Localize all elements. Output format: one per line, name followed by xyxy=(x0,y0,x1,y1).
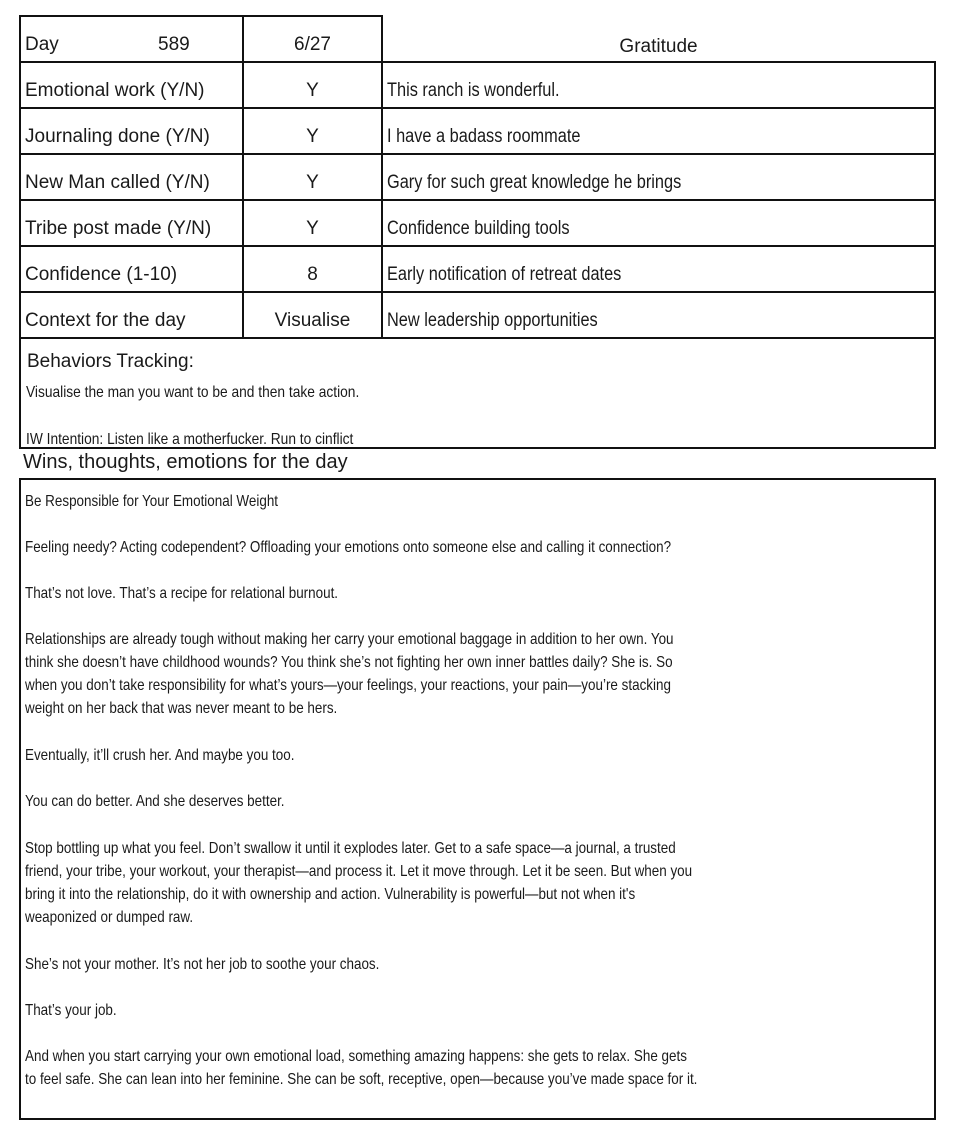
row-value: Y xyxy=(306,218,319,239)
wins-line: Eventually, it’ll crush her. And maybe you too. xyxy=(25,747,295,764)
gratitude-cell[interactable] xyxy=(381,107,936,155)
wins-line: weight on her back that was never meant to be hers. xyxy=(25,700,338,717)
wins-line: to feel safe. She can lean into her feminine. She can be soft, receptive, open—because you’ve made space for it. xyxy=(25,1071,698,1088)
gratitude-header: Gratitude xyxy=(619,36,698,57)
row-label: New Man called (Y/N) xyxy=(25,172,210,193)
row-label: Journaling done (Y/N) xyxy=(25,126,210,147)
row-value: Visualise xyxy=(274,310,351,331)
row-label-cell xyxy=(19,291,244,339)
gratitude-text: Gary for such great knowledge he brings xyxy=(387,172,682,193)
row-value-cell[interactable] xyxy=(242,291,383,339)
wins-line: bring it into the relationship, do it with ownership and action. Vulnerability is powerful—but not when it's xyxy=(25,886,636,903)
wins-line: She’s not your mother. It’s not her job to soothe your chaos. xyxy=(25,956,380,973)
date-cell xyxy=(242,15,383,63)
row-value-cell[interactable] xyxy=(242,199,383,247)
gratitude-text: This ranch is wonderful. xyxy=(387,80,560,101)
day-label: Day xyxy=(25,34,59,55)
day-label-cell xyxy=(19,15,244,63)
wins-line: Relationships are already tough without making her carry your emotional baggage in addition to her own. You xyxy=(25,631,674,648)
row-label-cell xyxy=(19,245,244,293)
wins-line: You can do better. And she deserves better. xyxy=(25,793,285,810)
wins-line: weaponized or dumped raw. xyxy=(25,909,194,926)
row-label: Context for the day xyxy=(25,310,186,331)
wins-paragraph-title: Be Responsible for Your Emotional Weight xyxy=(25,493,279,510)
wins-line: when you don’t take responsibility for what’s yours—your feelings, your reactions, your pain—you’re stacking xyxy=(25,677,671,694)
gratitude-cell[interactable] xyxy=(381,199,936,247)
row-value: Y xyxy=(306,172,319,193)
gratitude-header-cell xyxy=(381,15,936,63)
row-label-cell xyxy=(19,153,244,201)
row-value-cell[interactable] xyxy=(242,107,383,155)
gratitude-cell[interactable] xyxy=(381,61,936,109)
day-number: 589 xyxy=(158,34,190,55)
wins-line: think she doesn’t have childhood wounds? You think she’s not fighting her own inner battles daily? She is. So xyxy=(25,654,673,671)
wins-line: And when you start carrying your own emotional load, something amazing happens: she gets to relax. She gets xyxy=(25,1048,687,1065)
wins-text-box[interactable] xyxy=(19,478,936,1120)
gratitude-text: Early notification of retreat dates xyxy=(387,264,622,285)
row-label: Emotional work (Y/N) xyxy=(25,80,205,101)
row-value-cell[interactable] xyxy=(242,153,383,201)
row-label-cell xyxy=(19,107,244,155)
row-value-cell[interactable] xyxy=(242,61,383,109)
row-value-cell[interactable] xyxy=(242,245,383,293)
wins-line: That’s not love. That’s a recipe for relational burnout. xyxy=(25,585,339,602)
intention-line: IW Intention: Listen like a motherfucker. Run to cinflict xyxy=(26,431,354,448)
wins-line: Stop bottling up what you feel. Don’t swallow it until it explodes later. Get to a safe space—a journal, a trusted xyxy=(25,840,676,857)
gratitude-text: New leadership opportunities xyxy=(387,310,598,331)
wins-line: Feeling needy? Acting codependent? Offloading your emotions onto someone else and calling it connection? xyxy=(25,539,672,556)
column-divider xyxy=(381,15,383,63)
wins-section-title: Wins, thoughts, emotions for the day xyxy=(23,451,348,473)
row-value: 8 xyxy=(307,264,318,285)
row-label: Tribe post made (Y/N) xyxy=(25,218,212,239)
behaviors-line: Visualise the man you want to be and then take action. xyxy=(26,384,360,401)
date-value: 6/27 xyxy=(294,34,331,55)
gratitude-cell[interactable] xyxy=(381,291,936,339)
gratitude-text: Confidence building tools xyxy=(387,218,570,239)
behaviors-title: Behaviors Tracking: xyxy=(27,351,194,372)
row-label: Confidence (1-10) xyxy=(25,264,178,285)
row-value: Y xyxy=(306,80,319,101)
gratitude-cell[interactable] xyxy=(381,153,936,201)
wins-line: friend, your tribe, your workout, your therapist—and process it. Let it move through. Let it be seen. But when you xyxy=(25,863,693,880)
gratitude-cell[interactable] xyxy=(381,245,936,293)
behaviors-tracking-box[interactable] xyxy=(19,337,936,449)
row-label-cell xyxy=(19,61,244,109)
wins-line: That’s your job. xyxy=(25,1002,117,1019)
row-value: Y xyxy=(306,126,319,147)
gratitude-text: I have a badass roommate xyxy=(387,126,581,147)
row-label-cell xyxy=(19,199,244,247)
